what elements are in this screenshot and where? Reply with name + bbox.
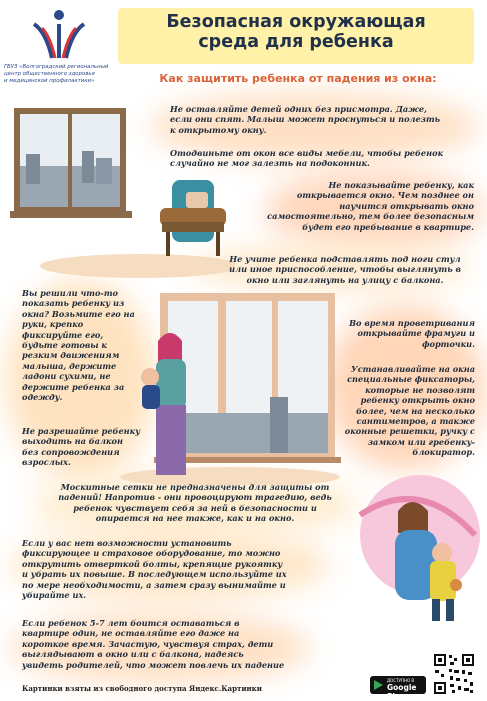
play-store-icon xyxy=(374,680,383,690)
tip-dont-leave-alone: Если ребенок 5-7 лет боится оставаться в квартире один, не оставляйте его даже на короткое время. Зачастую, чувствуя страх, дети выглядывают в окно или с балкона, надеясь увидеть родителей, что может повлечь их падение xyxy=(22,618,285,670)
page-title: Безопасная окружающая среда для ребенка xyxy=(166,12,426,52)
tip-hold-child: Вы решили что-то показать ребенку из окна? Возьмите его на руки, крепко фиксируйте его, будьте готовы к резким движениям малыша, держите ладони сухими, не держите ребенка за одежду. xyxy=(22,288,135,403)
tip-window-locks: Устанавливайте на окна специальные фиксаторы, которые не позволят ребенку открыть окно более, чем на несколько сантиметров, а также оконные решетки, ручку с замком или гребенку- блокиратор. xyxy=(344,364,475,458)
tip-remove-handles: Если у вас нет возможности установить фиксирующее и страховое оборудование, то можно открутить отверткой болты, крепящие рукоятку и убрать их повыше. В последующем используйте их по мере необходимости, а затем сразу вынимайте и убирайте их. xyxy=(22,538,287,601)
image-credit: Картинки взяты из свободного доступа Яндекс.Картинки xyxy=(22,684,262,693)
org-name: ГБУЗ «Волгоградский региональный центр общественного здоровья и медицинской профилактики» xyxy=(4,64,109,84)
tip-balcony: Не разрешайте ребенку выходить на балкон без сопровождения взрослых. xyxy=(22,426,141,468)
qr-code-icon[interactable] xyxy=(432,652,476,696)
org-logo xyxy=(28,6,90,62)
tip-dont-show-window: Не показывайте ребенку, как открывается окно. Чем позднее он научится открывать окно самостоятельно, тем более безопасным будет его пребывание в квартире. xyxy=(267,180,474,232)
tip-mosquito-nets: Москитные сетки не предназначены для защиты от падений! Напротив - они провоцируют трагедию, ведь ребенок чувствует себя за ней в безопасности и опирается на нее также, как и на окно. xyxy=(58,482,332,524)
page-subtitle: Как защитить ребенка от падения из окна: xyxy=(159,72,437,85)
tip-furniture: Отодвиньте от окон все виды мебели, чтобы ребенок случайно не мог залезть на подоконник. xyxy=(170,148,444,169)
tip-ventilation: Во время проветривания открывайте фрамуги и форточки. xyxy=(349,318,475,349)
google-play-badge[interactable]: ДОСТУПНО В Google Play xyxy=(370,676,426,694)
tip-supervision: Не оставляйте детей одних без присмотра. Даже, если они спят. Малыш может проснуться и полезть к открытому окну. xyxy=(170,104,441,135)
tip-no-chair: Не учите ребенка подставлять под ноги стул или иное приспособление, чтобы выглянуть в окно или заглянуть на улицу с балкона. xyxy=(229,254,461,285)
